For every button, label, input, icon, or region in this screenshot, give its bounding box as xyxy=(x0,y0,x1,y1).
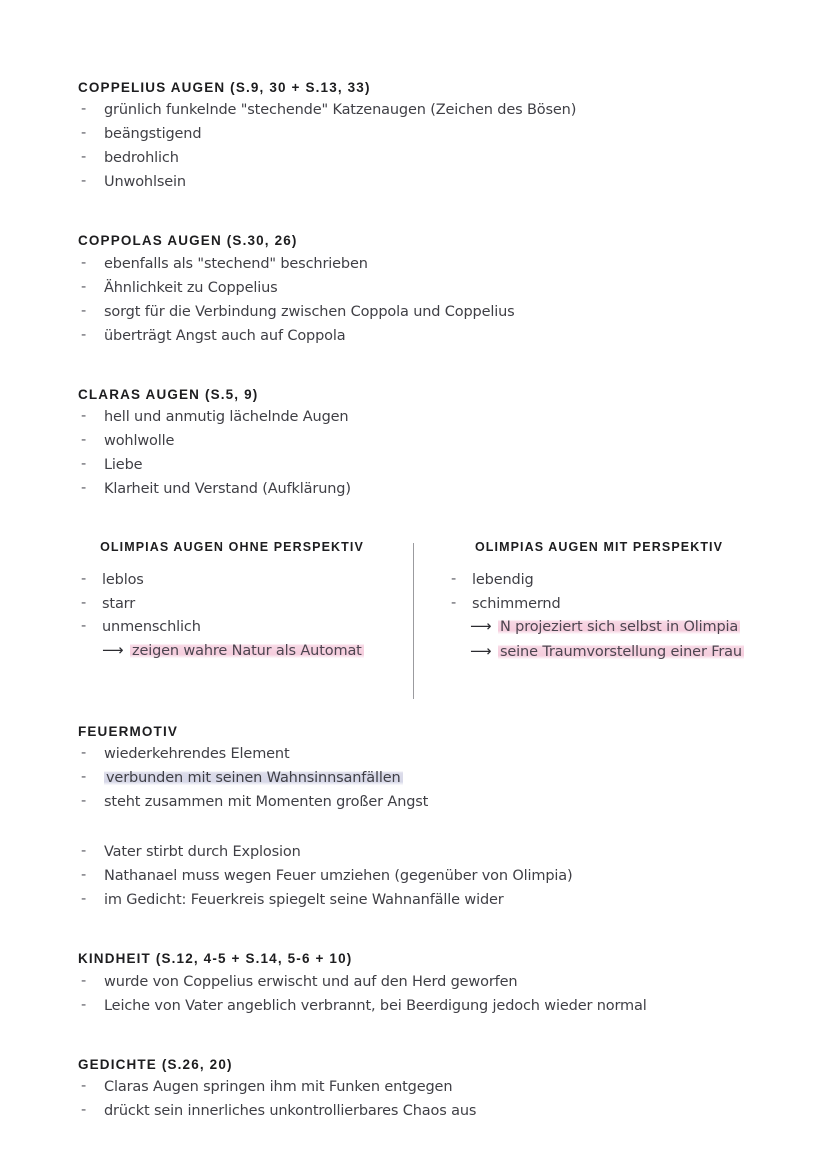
list-item-text: drückt sein innerliches unkontrollierbares Chaos aus xyxy=(104,1102,477,1119)
section-heading: GEDICHTE (S.26, 20) xyxy=(78,1056,233,1072)
bullet-dash-icon: - xyxy=(81,972,87,989)
section-heading: COPPELIUS AUGEN (S.9, 30 + S.13, 33) xyxy=(78,80,371,95)
list-item-text: Liebe xyxy=(104,457,143,474)
list-item xyxy=(448,595,750,614)
bullet-dash-icon: - xyxy=(81,456,87,473)
list-item xyxy=(78,745,750,764)
list-item-text: Claras Augen springen ihm mit Funken entgegen xyxy=(104,1078,453,1095)
list-item xyxy=(448,571,750,590)
conclusion-text: N projeziert sich selbst in Olimpia xyxy=(500,619,739,636)
bullet-list xyxy=(448,571,750,613)
bullet-dash-icon: - xyxy=(81,996,87,1013)
list-item xyxy=(78,867,750,886)
section-heading: CLARAS AUGEN (S.5, 9) xyxy=(78,386,259,402)
bullet-list xyxy=(78,973,750,1016)
list-item-text: steht zusammen mit Momenten großer Angst xyxy=(104,794,429,811)
list-item-text: unmenschlich xyxy=(102,619,201,636)
list-item xyxy=(78,843,750,862)
bullet-dash-icon: - xyxy=(81,278,87,295)
list-item xyxy=(78,618,386,637)
bullet-dash-icon: - xyxy=(81,173,87,190)
list-item xyxy=(78,149,750,168)
bullet-list xyxy=(78,745,750,812)
list-item-text: Klarheit und Verstand (Aufklärung) xyxy=(104,481,351,498)
list-item-text: sorgt für die Verbindung zwischen Coppola und Coppelius xyxy=(104,303,515,320)
arrow-right-icon: ⟶ xyxy=(470,642,491,661)
list-item-text: hell und anmutig lächelnde Augen xyxy=(104,408,349,425)
bullet-dash-icon: - xyxy=(81,745,87,762)
section-feuermotiv xyxy=(78,724,750,910)
list-item-text: schimmernd xyxy=(472,595,561,612)
conclusion-line xyxy=(448,618,750,637)
list-item xyxy=(78,125,750,144)
bullet-dash-icon: - xyxy=(81,618,87,635)
section-spacer xyxy=(78,1021,750,1057)
section-spacer xyxy=(78,504,750,540)
bullet-dash-icon: - xyxy=(81,843,87,860)
list-item xyxy=(78,1078,750,1097)
list-item-text: überträgt Angst auch auf Coppola xyxy=(104,327,346,344)
list-item-text: Vater stirbt durch Explosion xyxy=(104,844,301,861)
section-spacer xyxy=(78,915,750,951)
bullet-dash-icon: - xyxy=(81,254,87,271)
list-item xyxy=(78,408,750,427)
section-heading: FEUERMOTIV xyxy=(78,723,179,739)
bullet-dash-icon: - xyxy=(81,149,87,166)
arrow-right-icon: ⟶ xyxy=(102,640,123,659)
section-claras-augen xyxy=(78,387,750,499)
comparison-block xyxy=(78,540,750,668)
list-item xyxy=(78,595,386,614)
list-item xyxy=(78,327,750,346)
bullet-list xyxy=(78,571,386,637)
bullet-list xyxy=(78,408,750,499)
list-item-text: Nathanael muss wegen Feuer umziehen (gegenüber von Olimpia) xyxy=(104,868,573,885)
section-kindheit xyxy=(78,951,750,1015)
conclusion-text: seine Traumvorstellung einer Frau xyxy=(500,644,742,661)
list-item xyxy=(78,769,750,788)
list-item xyxy=(78,456,750,475)
conclusion-line xyxy=(448,643,750,662)
bullet-list xyxy=(78,255,750,346)
section-spacer xyxy=(78,197,750,233)
section-spacer xyxy=(78,668,750,724)
list-item-text: lebendig xyxy=(472,572,534,589)
list-item xyxy=(78,973,750,992)
bullet-dash-icon: - xyxy=(81,431,87,448)
bullet-dash-icon: - xyxy=(81,326,87,343)
column-divider xyxy=(413,543,414,699)
bullet-dash-icon: - xyxy=(81,101,87,118)
bullet-dash-icon: - xyxy=(81,793,87,810)
list-item xyxy=(78,303,750,322)
bullet-dash-icon: - xyxy=(81,125,87,142)
list-item-text: wurde von Coppelius erwischt und auf den Herd geworfen xyxy=(104,973,518,990)
conclusion-line xyxy=(78,642,386,661)
list-item xyxy=(78,480,750,499)
bullet-dash-icon: - xyxy=(81,407,87,424)
notes-content xyxy=(78,80,750,1126)
column-heading: OLIMPIAS AUGEN MIT PERSPEKTIV xyxy=(474,540,724,555)
subsection-spacer xyxy=(78,817,750,843)
list-item-text: Ähnlichkeit zu Coppelius xyxy=(104,279,278,296)
comparison-column-left xyxy=(78,540,414,668)
conclusion-text: zeigen wahre Natur als Automat xyxy=(132,642,362,659)
bullet-list xyxy=(78,843,750,910)
list-item-text: wiederkehrendes Element xyxy=(104,746,290,763)
bullet-dash-icon: - xyxy=(81,594,87,611)
list-item xyxy=(78,891,750,910)
list-item xyxy=(78,432,750,451)
section-heading: COPPOLAS AUGEN (S.30, 26) xyxy=(78,233,298,249)
list-item xyxy=(78,279,750,298)
bullet-list xyxy=(78,1078,750,1121)
comparison-column-right xyxy=(414,540,750,668)
list-item xyxy=(78,173,750,192)
list-item-text: Unwohlsein xyxy=(104,174,186,191)
list-item xyxy=(78,101,750,120)
bullet-dash-icon: - xyxy=(81,867,87,884)
bullet-dash-icon: - xyxy=(81,769,87,786)
bullet-dash-icon: - xyxy=(81,480,87,497)
bullet-list xyxy=(78,101,750,192)
list-item-text: Leiche von Vater angeblich verbrannt, bei Beerdigung jedoch wieder normal xyxy=(104,997,647,1014)
bullet-dash-icon: - xyxy=(81,571,87,588)
section-heading: KINDHEIT (S.12, 4-5 + S.14, 5-6 + 10) xyxy=(78,951,353,967)
list-item xyxy=(78,793,750,812)
bullet-dash-icon: - xyxy=(451,594,457,611)
list-item-text: leblos xyxy=(102,572,144,589)
bullet-dash-icon: - xyxy=(81,302,87,319)
list-item xyxy=(78,997,750,1016)
list-item xyxy=(78,571,386,590)
section-coppelius-augen xyxy=(78,80,750,192)
bullet-dash-icon: - xyxy=(81,1077,87,1094)
section-coppolas-augen xyxy=(78,233,750,345)
list-item-text: starr xyxy=(102,595,136,612)
list-item-text: im Gedicht: Feuerkreis spiegelt seine Wahnanfälle wider xyxy=(104,892,504,909)
list-item-text: ebenfalls als "stechend" beschrieben xyxy=(104,255,368,272)
section-spacer xyxy=(78,351,750,387)
list-item xyxy=(78,1102,750,1121)
list-item-text: wohlwolle xyxy=(104,432,175,449)
bullet-dash-icon: - xyxy=(81,891,87,908)
arrow-right-icon: ⟶ xyxy=(470,617,491,636)
list-item xyxy=(78,255,750,274)
section-gedichte xyxy=(78,1057,750,1121)
column-heading: OLIMPIAS AUGEN OHNE PERSPEKTIV xyxy=(100,540,364,555)
list-item-text: bedrohlich xyxy=(104,150,179,167)
bullet-dash-icon: - xyxy=(81,1101,87,1118)
list-item-text: beängstigend xyxy=(104,126,202,143)
list-item-text: grünlich funkelnde "stechende" Katzenaugen (Zeichen des Bösen) xyxy=(104,102,577,119)
bullet-dash-icon: - xyxy=(451,571,457,588)
list-item-text: verbunden mit seinen Wahnsinnsanfällen xyxy=(106,770,401,787)
